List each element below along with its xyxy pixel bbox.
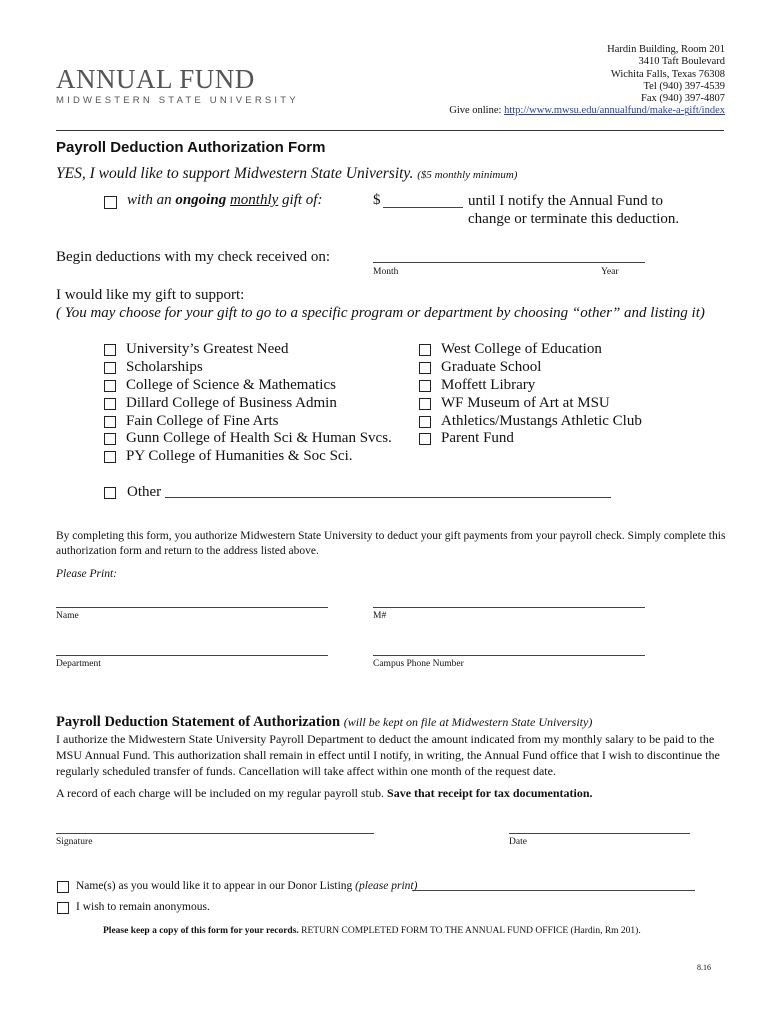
other-field[interactable]	[165, 497, 611, 498]
gift-monthly: monthly	[229, 192, 279, 208]
option-checkbox[interactable]	[104, 398, 116, 410]
name-field[interactable]	[56, 607, 328, 608]
ongoing-gift-label	[127, 192, 322, 209]
give-online-line	[449, 105, 725, 117]
option-label: Parent Fund	[441, 430, 514, 447]
date-field[interactable]	[509, 833, 690, 834]
address-line: 3410 Taft Boulevard	[638, 56, 725, 68]
option-checkbox[interactable]	[419, 398, 431, 410]
left-options-list	[104, 341, 392, 466]
yes-support-text: YES, I would like to support Midwestern State University.	[56, 165, 414, 182]
donor-listing-label-line	[76, 879, 417, 894]
option-checkbox[interactable]	[104, 433, 116, 445]
support-note: ( You may choose for your gift to go to a specific program or department by choosing “other” and listing it)	[56, 305, 705, 321]
dollar-sign: $	[373, 192, 381, 208]
option-checkbox[interactable]	[104, 380, 116, 392]
please-print-label: Please Print:	[56, 568, 117, 580]
mnumber-label: M#	[373, 611, 387, 621]
phone-line: Tel (940) 397-4539	[643, 80, 725, 92]
option-checkbox[interactable]	[104, 451, 116, 463]
option-label: Fain College of Fine Arts	[126, 412, 279, 429]
option-checkbox[interactable]	[419, 380, 431, 392]
until-line-2: change or terminate this deduction.	[468, 211, 680, 227]
option-label: Graduate School	[441, 358, 542, 375]
form-version: 8.16	[697, 963, 711, 972]
mnumber-field[interactable]	[373, 607, 645, 608]
department-field[interactable]	[56, 655, 328, 656]
address-block	[449, 44, 725, 118]
yes-support-line	[56, 165, 517, 183]
give-online-label: Give online:	[449, 105, 502, 117]
until-line-1: until I notify the Annual Fund to	[468, 193, 663, 209]
campus-phone-field[interactable]	[373, 655, 645, 656]
option-label: Moffett Library	[441, 376, 536, 393]
annual-fund-logo-title: ANNUAL FUND	[56, 64, 255, 94]
option-row[interactable]	[419, 377, 642, 395]
date-label: Date	[509, 837, 527, 847]
until-notify-text	[468, 192, 679, 228]
option-label: WF Museum of Art at MSU	[441, 394, 610, 411]
fax-line: Fax (940) 397-4807	[641, 93, 725, 105]
footer-instructions	[103, 926, 641, 936]
anonymous-checkbox[interactable]	[57, 902, 69, 914]
gift-suffix: gift of:	[282, 192, 323, 208]
option-label: Dillard College of Business Admin	[126, 394, 337, 411]
gift-amount-field[interactable]	[383, 207, 463, 208]
option-row[interactable]	[104, 395, 392, 413]
option-label: University’s Greatest Need	[126, 341, 289, 357]
statement-title-line	[56, 714, 592, 731]
option-row[interactable]	[419, 341, 642, 359]
option-row[interactable]	[104, 341, 392, 359]
option-checkbox[interactable]	[419, 362, 431, 374]
donor-listing-field[interactable]	[412, 890, 695, 891]
option-checkbox[interactable]	[419, 344, 431, 356]
give-online-link[interactable]: http://www.mwsu.edu/annualfund/make-a-gift/index	[504, 105, 725, 117]
option-checkbox[interactable]	[104, 362, 116, 374]
donor-listing-checkbox[interactable]	[57, 881, 69, 893]
option-label: Athletics/Mustangs Athletic Club	[441, 412, 642, 429]
begin-date-field[interactable]	[373, 262, 645, 263]
ongoing-gift-checkbox[interactable]	[104, 196, 117, 209]
footer-bold: Please keep a copy of this form for your records.	[103, 926, 299, 936]
option-label: West College of Education	[441, 341, 602, 357]
year-label: Year	[601, 267, 619, 277]
option-row[interactable]	[104, 359, 392, 377]
anonymous-label: I wish to remain anonymous.	[76, 901, 210, 913]
option-checkbox[interactable]	[419, 433, 431, 445]
option-checkbox[interactable]	[419, 416, 431, 428]
option-row[interactable]	[104, 377, 392, 395]
option-row[interactable]	[104, 448, 392, 466]
right-options-list	[419, 341, 642, 448]
address-line: Wichita Falls, Texas 76308	[610, 68, 725, 80]
option-row[interactable]	[419, 359, 642, 377]
form-title: Payroll Deduction Authorization Form	[56, 139, 326, 156]
statement-title: Payroll Deduction Statement of Authorization	[56, 714, 341, 730]
support-label: I would like my gift to support:	[56, 287, 245, 303]
option-label: Scholarships	[126, 358, 203, 375]
gift-ongoing: ongoing	[175, 192, 227, 208]
signature-label: Signature	[56, 837, 93, 847]
header-divider	[56, 130, 724, 131]
option-label: PY College of Humanities & Soc Sci.	[126, 448, 353, 465]
signature-field[interactable]	[56, 833, 374, 834]
minimum-note: ($5 monthly minimum)	[417, 169, 518, 181]
address-line: Hardin Building, Room 201	[607, 44, 725, 55]
annual-fund-logo-subtitle: MIDWESTERN STATE UNIVERSITY	[56, 95, 299, 106]
option-row[interactable]	[419, 395, 642, 413]
statement-title-note: (will be kept on file at Midwestern State University)	[343, 715, 593, 729]
option-row[interactable]	[419, 430, 642, 448]
option-checkbox[interactable]	[104, 416, 116, 428]
begin-deductions-label: Begin deductions with my check received on:	[56, 249, 331, 265]
department-label: Department	[56, 659, 101, 669]
month-label: Month	[373, 267, 399, 277]
record-line	[56, 786, 593, 801]
campus-phone-label: Campus Phone Number	[373, 659, 464, 669]
option-label: College of Science & Mathematics	[126, 376, 336, 393]
footer-text: RETURN COMPLETED FORM TO THE ANNUAL FUND OFFICE (Hardin, Rm 201).	[301, 926, 641, 936]
gift-prefix: with an	[127, 192, 172, 208]
statement-body: I authorize the Midwestern State University Payroll Department to deduct the amount indicated from my monthly salary to be paid to the MSU Annual Fund. This authorization shall remain in effect until I notify, in writing, the Annual Fund office that I wish to discontinue the regularly scheduled transfer of funds. Cancellation will take affect within one month of the request date.	[56, 732, 720, 778]
donor-listing-label: Name(s) as you would like it to appear in our Donor Listing	[76, 880, 353, 892]
option-row[interactable]	[104, 413, 392, 431]
record-bold: Save that receipt for tax documentation.	[387, 786, 593, 800]
record-text: A record of each charge will be included on my regular payroll stub.	[56, 786, 385, 800]
option-label: Gunn College of Health Sci & Human Svcs.	[126, 430, 392, 447]
donor-listing-note: (please print)	[355, 880, 418, 892]
option-row[interactable]	[104, 430, 392, 448]
name-label: Name	[56, 611, 79, 621]
other-label: Other	[127, 484, 162, 500]
other-checkbox[interactable]	[104, 487, 116, 499]
authorize-text: By completing this form, you authorize Midwestern State University to deduct your gift payments from your payroll check. Simply complete this authorization form and return to the address listed above.	[56, 530, 726, 557]
option-checkbox[interactable]	[104, 344, 116, 356]
option-row[interactable]	[419, 413, 642, 431]
